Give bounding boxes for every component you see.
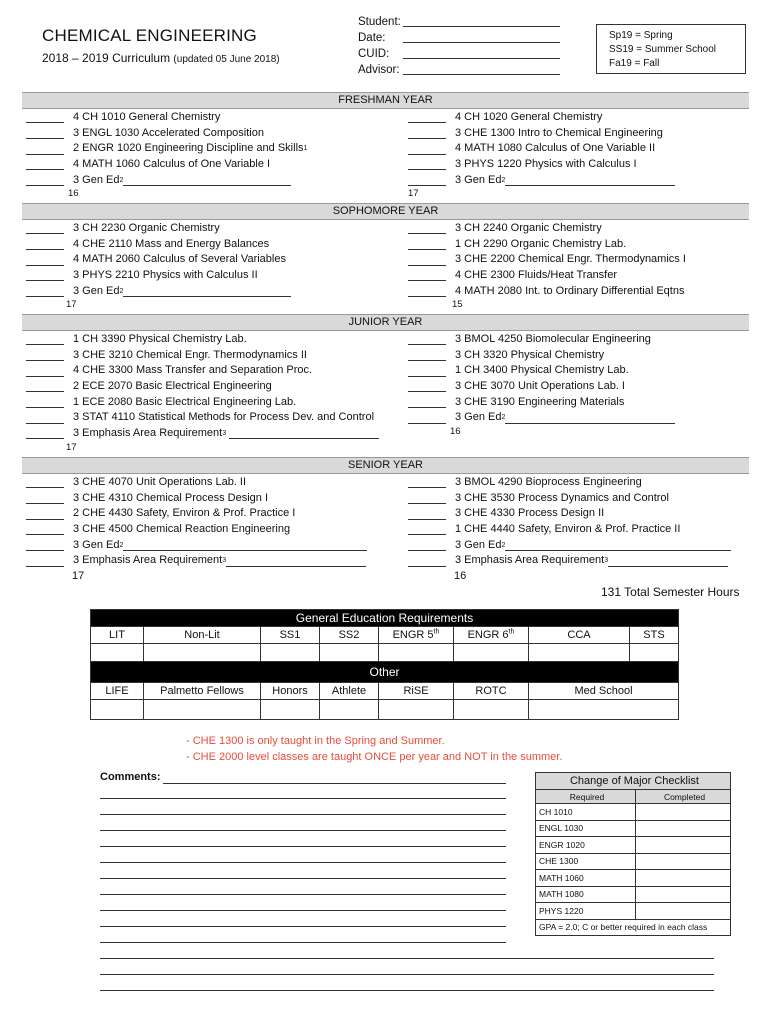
course-label: 3 CHE 4500 Chemical Reaction Engineering [73,523,291,536]
course-label: 3 Gen Ed [73,538,120,551]
completed-header: Completed [636,790,731,804]
comment-line[interactable] [100,942,506,943]
course-row[interactable]: 3 Gen Ed 2 [26,538,367,554]
semester-blank[interactable] [408,524,446,535]
semester-total: 17 [66,441,77,453]
semester-total: 17 [66,299,77,311]
checklist-item: PHYS 1220 [536,903,636,920]
semester-blank[interactable] [26,334,64,345]
completed-cell[interactable] [636,804,731,821]
course-label: 1 CH 3400 Physical Chemistry Lab. [455,364,629,377]
course-label: 3 CH 3320 Physical Chemistry [455,348,605,361]
semester-blank[interactable] [408,540,446,551]
sophomore-spring-column [408,221,686,310]
course-row[interactable] [408,141,675,157]
semester-blank[interactable] [26,255,64,266]
course-label: 4 MATH 2080 Int. to Ordinary Differential Eqtns [455,284,685,297]
course-row[interactable] [26,221,291,237]
semester-blank[interactable] [408,477,446,488]
semester-blank[interactable] [26,381,64,392]
gen-ed-col: Non-Lit [144,627,261,644]
completed-cell[interactable] [636,820,731,837]
comment-line[interactable] [100,894,506,895]
course-row[interactable] [408,475,731,491]
course-row[interactable] [26,157,307,173]
other-col: RiSE [379,683,454,700]
course-row[interactable] [408,332,675,348]
course-row[interactable] [26,379,379,395]
gen-ed-col: SS1 [261,627,320,644]
semester-blank[interactable] [26,509,64,520]
completed-cell[interactable] [636,837,731,854]
course-label: 3 CHE 2200 Chemical Engr. Thermodynamics I [455,253,686,266]
course-label: 3 CHE 1300 Intro to Chemical Engineering [455,126,663,139]
course-label: 3 ENGL 1030 Accelerated Composition [73,126,264,139]
comments-label: Comments: [100,771,161,783]
student-label: Student: [358,16,401,28]
course-row[interactable] [26,410,379,426]
gen-ed-cell[interactable] [320,644,379,662]
comment-line[interactable] [100,862,506,863]
course-row[interactable] [26,126,307,142]
course-label: 3 CHE 4070 Unit Operations Lab. II [73,476,247,488]
semester-blank[interactable] [26,175,64,186]
course-label: 3 CHE 3530 Process Dynamics and Control [455,491,669,504]
course-row[interactable] [408,395,675,411]
other-col: Palmetto Fellows [144,683,261,700]
semester-blank[interactable] [26,128,64,139]
emphasis-line[interactable] [226,556,366,567]
checklist-item: ENGL 1030 [536,820,636,837]
semester-total: 16 [450,426,461,438]
course-label: 1 CHE 4440 Safety, Environ & Prof. Practice II [455,523,681,536]
junior-spring-column [408,332,675,437]
semester-blank[interactable] [408,175,446,186]
checklist-item: MATH 1080 [536,886,636,903]
completed-cell[interactable] [636,870,731,887]
date-label: Date: [358,32,386,44]
semester-blank[interactable] [408,159,446,170]
legend-item: Fa19 = Fall [609,58,660,69]
required-header: Required [536,790,636,804]
date-field[interactable] [403,30,560,43]
course-label: 4 MATH 1060 Calculus of One Variable I [73,158,271,171]
other-col: Honors [261,683,320,700]
comment-line[interactable] [100,990,714,991]
semester-total: 17 [72,570,85,583]
semester-blank[interactable] [408,144,446,155]
course-label: 3 Gen Ed [73,173,120,186]
course-label: 3 Gen Ed [73,284,120,297]
gen-ed-col: CCA [529,627,630,644]
course-row[interactable]: 3 Emphasis Area Requirement 3 [26,426,379,442]
other-col: ROTC [454,683,529,700]
checklist-title: Change of Major Checklist [536,773,731,790]
semester-blank[interactable] [408,413,446,424]
scheduling-notes [186,733,562,765]
course-row[interactable] [408,284,686,300]
course-label: 4 MATH 1080 Calculus of One Variable II [455,142,656,155]
semester-blank[interactable] [26,239,64,250]
course-label: 3 BMOL 4290 Bioprocess Engineering [455,476,642,488]
gen-ed-cell[interactable] [529,644,630,662]
course-label: 3 Emphasis Area Requirement [73,554,223,567]
comment-line[interactable] [100,926,506,927]
course-label: 3 STAT 4110 Statistical Methods for Process Dev. and Control [73,411,375,424]
semester-blank[interactable] [408,223,446,234]
course-label: 1 CH 2290 Organic Chemistry Lab. [455,237,627,250]
course-row[interactable]: 3 Gen Ed 2 [408,538,731,554]
gen-ed-col: SS2 [320,627,379,644]
completed-cell[interactable] [636,886,731,903]
engr6-label: ENGR 6 [467,629,509,641]
semester-blank[interactable] [408,286,446,297]
course-row[interactable] [408,268,686,284]
semester-blank[interactable] [26,159,64,170]
course-row[interactable] [26,522,367,538]
advisor-field[interactable] [403,62,560,75]
course-label: 3 BMOL 4250 Biomolecular Engineering [455,333,651,345]
other-cell[interactable] [454,700,529,720]
course-label: 3 Gen Ed [455,411,502,424]
gen-ed-cell[interactable] [261,644,320,662]
semester-blank[interactable] [26,350,64,361]
comment-line[interactable] [100,798,506,799]
course-row[interactable]: 3 Emphasis Area Requirement 3 [408,553,731,569]
comment-line[interactable] [100,846,506,847]
course-label: 3 PHYS 1220 Physics with Calculus I [455,158,637,171]
course-label: 1 ECE 2080 Basic Electrical Engineering Lab. [73,395,297,408]
completed-cell[interactable] [636,853,731,870]
gen-ed-cell[interactable] [144,644,261,662]
checklist-item: ENGR 1020 [536,837,636,854]
semester-blank[interactable] [408,270,446,281]
gen-ed-line[interactable] [123,175,291,186]
note-item: - CHE 1300 is only taught in the Spring and Summer. [186,735,445,747]
freshman-fall-column [26,110,307,199]
course-row[interactable] [408,348,675,364]
legend-item: SS19 = Summer School [609,44,716,55]
course-row[interactable]: 3 Gen Ed 2 [26,284,291,300]
semester-blank[interactable] [408,381,446,392]
semester-blank[interactable] [408,255,446,266]
gen-ed-line[interactable] [123,286,291,297]
semester-blank[interactable] [26,524,64,535]
course-row[interactable] [26,110,307,126]
comment-line[interactable] [100,974,714,975]
engr5-label: ENGR 5 [392,629,434,641]
curriculum-subtitle [42,51,280,65]
course-row[interactable] [26,506,367,522]
freshman-year-header: FRESHMAN YEAR [22,92,749,109]
course-row[interactable]: 3 Gen Ed 2 [408,410,675,426]
other-col: Med School [529,683,679,700]
semester-blank[interactable] [26,223,64,234]
course-label: 3 Gen Ed [455,173,502,186]
semester-blank[interactable] [26,493,64,504]
course-label: 3 Emphasis Area Requirement [73,427,223,440]
completed-cell[interactable] [636,903,731,920]
legend-item: Sp19 = Spring [609,30,673,41]
gen-ed-cell[interactable] [379,644,454,662]
course-row[interactable]: 2 ENGR 1020 Engineering Discipline and Skills 1 [26,141,307,157]
student-info [358,14,560,78]
other-cell[interactable] [529,700,679,720]
semester-blank[interactable] [26,540,64,551]
note-item: - CHE 2000 level classes are taught ONCE per year and NOT in the summer. [186,751,563,763]
emphasis-line[interactable] [229,428,379,439]
course-row[interactable] [408,157,675,173]
course-label: 3 Emphasis Area Requirement [455,554,605,567]
senior-year-header: SENIOR YEAR [22,457,749,474]
course-row[interactable] [408,252,686,268]
course-label: 3 CH 2240 Organic Chemistry [455,222,602,234]
course-label: 3 CHE 4310 Chemical Process Design I [73,491,269,504]
course-row[interactable] [408,221,686,237]
gen-ed-col: STS [630,627,679,644]
comment-line[interactable] [100,910,506,911]
course-row[interactable]: 3 Gen Ed 2 [26,173,307,189]
course-label: 3 Gen Ed [455,538,502,551]
course-label: 3 CHE 4330 Process Design II [455,507,605,520]
semester-blank[interactable] [26,144,64,155]
semester-total: 17 [408,188,419,200]
updated-date: (updated 05 June 2018) [173,54,280,65]
checklist-item: CH 1010 [536,804,636,821]
course-row[interactable] [26,237,291,253]
comment-line[interactable] [100,878,506,879]
course-row[interactable] [26,252,291,268]
course-row[interactable] [26,348,379,364]
gen-ed-line[interactable] [505,413,675,424]
freshman-spring-column [408,110,675,199]
senior-fall-column [26,475,367,585]
other-cell[interactable] [379,700,454,720]
sophomore-fall-column [26,221,291,310]
cuid-label: CUID: [358,48,390,60]
course-label: 4 CH 1020 General Chemistry [455,111,603,123]
gen-ed-col: LIT [91,627,144,644]
gen-ed-line[interactable] [505,175,675,186]
gen-ed-cell[interactable] [630,644,679,662]
semester-blank[interactable] [408,556,446,567]
course-label: 4 CHE 3300 Mass Transfer and Separation Proc. [73,364,313,377]
semester-total: 15 [452,299,463,311]
course-row[interactable] [26,491,367,507]
course-row[interactable] [26,475,367,491]
course-label: 3 CH 2230 Organic Chemistry [73,222,220,234]
semester-blank[interactable] [26,366,64,377]
cuid-field[interactable] [403,46,560,59]
change-of-major-checklist [535,772,731,936]
course-row[interactable] [26,268,291,284]
comment-line[interactable] [100,830,506,831]
semester-legend [596,24,746,74]
semester-blank[interactable] [26,428,64,439]
junior-fall-column [26,332,379,453]
semester-blank[interactable] [408,350,446,361]
course-label: 2 ECE 2070 Basic Electrical Engineering [73,380,272,393]
semester-total: 16 [68,188,79,200]
course-label: 4 CHE 2300 Fluids/Heat Transfer [455,269,618,282]
other-col: Athlete [320,683,379,700]
course-row[interactable] [408,522,731,538]
semester-blank[interactable] [26,112,64,123]
course-label: 3 CHE 3210 Chemical Engr. Thermodynamics II [73,348,307,361]
course-row[interactable] [408,506,731,522]
course-label: 4 CHE 2110 Mass and Energy Balances [73,237,270,250]
course-row[interactable] [408,126,675,142]
course-row[interactable] [408,379,675,395]
semester-blank[interactable] [408,128,446,139]
course-row[interactable]: 3 Emphasis Area Requirement 3 [26,553,367,569]
emphasis-line[interactable] [608,556,728,567]
gen-ed-col: ENGR 6th [454,627,529,644]
course-row[interactable] [408,363,675,379]
checklist-item: CHE 1300 [536,853,636,870]
semester-blank[interactable] [26,413,64,424]
semester-blank[interactable] [26,477,64,488]
senior-spring-column [408,475,731,585]
total-semester-hours: 131 Total Semester Hours [601,585,740,599]
sophomore-year-header: SOPHOMORE YEAR [22,203,749,220]
course-label: 2 CHE 4430 Safety, Environ & Prof. Practice I [73,507,296,520]
course-row[interactable] [26,332,379,348]
curriculum-year: 2018 – 2019 Curriculum [42,51,171,65]
course-label: 4 MATH 2060 Calculus of Several Variables [73,253,286,266]
gen-ed-title: General Education Requirements [91,610,679,627]
course-label: 3 CHE 3070 Unit Operations Lab. I [455,380,625,393]
course-row[interactable] [408,237,686,253]
semester-blank[interactable] [408,397,446,408]
advisor-label: Advisor: [358,64,400,76]
gen-ed-cell[interactable] [91,644,144,662]
semester-blank[interactable] [408,509,446,520]
gen-ed-line[interactable] [505,540,731,551]
semester-blank[interactable] [408,239,446,250]
semester-total: 16 [454,570,467,583]
course-row[interactable] [408,110,675,126]
comment-line[interactable] [100,958,714,959]
course-row[interactable]: 3 Gen Ed 2 [408,173,675,189]
semester-blank[interactable] [26,556,64,567]
comment-line[interactable] [163,783,506,784]
other-cell[interactable] [320,700,379,720]
course-row[interactable] [408,491,731,507]
gen-ed-cell[interactable] [454,644,529,662]
checklist-gpa-note: GPA = 2.0; C or better required in each class [536,919,731,936]
course-row[interactable] [26,363,379,379]
semester-blank[interactable] [26,270,64,281]
student-field[interactable] [403,14,560,27]
other-col: LIFE [91,683,144,700]
comment-line[interactable] [100,814,506,815]
semester-blank[interactable] [26,286,64,297]
course-label: 4 CH 1010 General Chemistry [73,111,221,123]
course-label: 1 CH 3390 Physical Chemistry Lab. [73,333,247,345]
other-title: Other [91,662,679,683]
course-label: 3 CHE 3190 Engineering Materials [455,395,625,408]
course-label: 3 PHYS 2210 Physics with Calculus II [73,269,258,282]
page-title: CHEMICAL ENGINEERING [42,26,257,45]
other-cell[interactable] [144,700,261,720]
junior-year-header: JUNIOR YEAR [22,314,749,331]
semester-blank[interactable] [26,397,64,408]
gen-ed-table [90,609,679,720]
semester-blank[interactable] [408,334,446,345]
course-label: 2 ENGR 1020 Engineering Discipline and Skills [73,142,304,155]
other-cell[interactable] [91,700,144,720]
checklist-item: MATH 1060 [536,870,636,887]
semester-blank[interactable] [408,493,446,504]
other-cell[interactable] [261,700,320,720]
course-row[interactable] [26,395,379,411]
semester-blank[interactable] [408,112,446,123]
gen-ed-col: ENGR 5th [379,627,454,644]
gen-ed-line[interactable] [123,540,367,551]
semester-blank[interactable] [408,366,446,377]
